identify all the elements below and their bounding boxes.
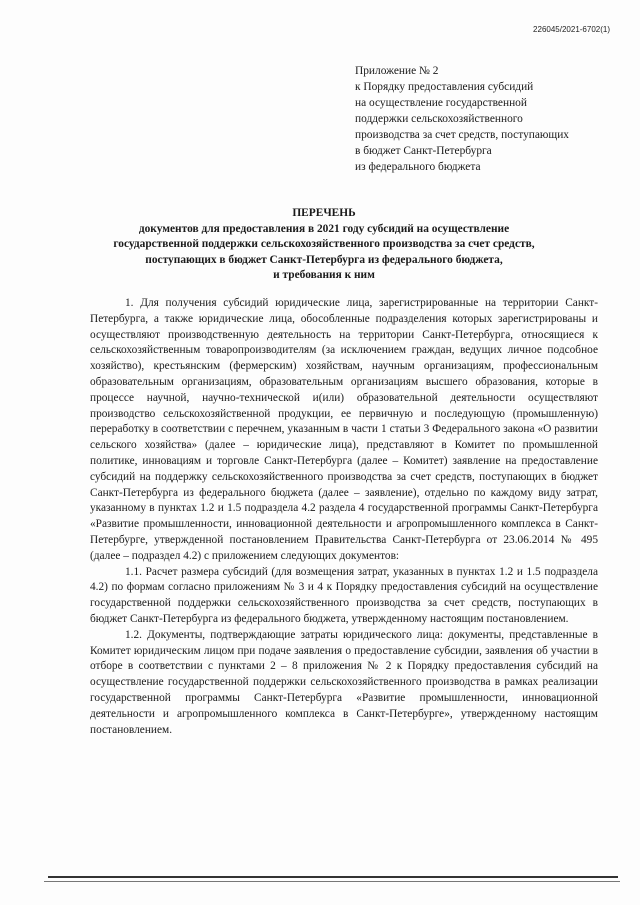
document-number: 226045/2021-6702(1) bbox=[533, 25, 610, 34]
paragraph-1-1: 1.1. Расчет размера субсидий (для возмещения затрат, указанных в пунктах 1.2 и 1.5 подраздела 4.2) по формам согласно приложениям № 3 и 4 к Порядку предоставления субсидий на осуществление государственной поддержки сельскохозяйственного производства за счет средств, поступающих в бюджет Санкт-Петербурга из федерального бюджета, утвержденному настоящим постановлением. bbox=[90, 565, 598, 625]
paragraph-1: 1. Для получения субсидий юридические лица, зарегистрированные на территории Санкт-Петербурга, а также юридические лица, обособленные подразделения которых зарегистрированы и осуществляют производственную деятельность на территории Санкт-Петербурга, относящиеся к сельскохозяйственным товаропроизводителям (за исключением граждан, ведущих личное подсобное хозяйство), крестьянским (фермерским) хозяйствам, научным организациям, профессиональным образовательным организациям, образовательным организациям высшего образования, которые в процессе научной, научно-технической и(или) образовательной деятельности осуществляют производство сельскохозяйственной продукции, ее первичную и последующую (промышленную) переработку в соответствии с перечнем, указанным в части 1 статьи 3 Федерального закона «О развитии сельского хозяйства» (далее – юридические лица), представляют в Комитет по промышленной политике, инновациям и торговле Санкт-Петербурга (далее – Комитет) заявление на предоставление субсидий на поддержку сельскохозяйственного производства за счет средств, поступающих в бюджет Санкт-Петербурга из федерального бюджета (далее – заявление), отдельно по каждому виду затрат, указанному в пунктах 1.2 и 1.5 подраздела 4.2 раздела 4 государственной программы Санкт-Петербурга «Развитие промышленности, инновационной деятельности и агропромышленного комплекса в Санкт-Петербурге, утвержденной постановлением Правительства Санкт-Петербурга от 23.06.2014 № 495 (далее – подраздел 4.2) с приложением следующих документов: bbox=[90, 297, 598, 562]
title-line: государственной поддержки сельскохозяйственного производства за счет средств, bbox=[113, 238, 535, 250]
title-heading: ПЕРЕЧЕНЬ bbox=[292, 207, 356, 219]
appendix-line: Приложение № 2 bbox=[355, 65, 439, 77]
appendix-line: производства за счет средств, поступающих bbox=[355, 129, 569, 141]
appendix-line: на осуществление государственной bbox=[355, 97, 527, 109]
document-title bbox=[84, 206, 564, 284]
document-body bbox=[90, 296, 598, 738]
title-line: и требования к ним bbox=[273, 269, 375, 281]
appendix-line: в бюджет Санкт-Петербурга bbox=[355, 145, 492, 157]
appendix-line: к Порядку предоставления субсидий bbox=[355, 81, 534, 93]
appendix-line: из федерального бюджета bbox=[355, 161, 481, 173]
bottom-scan-line-secondary bbox=[44, 881, 620, 882]
appendix-reference bbox=[355, 63, 615, 175]
title-line: поступающих в бюджет Санкт-Петербурга из федерального бюджета, bbox=[145, 253, 503, 266]
bottom-scan-line bbox=[48, 876, 618, 878]
paragraph-1-2: 1.2. Документы, подтверждающие затраты юридического лица: документы, представленные в Комитет юридическим лицом при подаче заявления о предоставление субсидии, заявления об участии в отборе в соответствии с пунктами 2 – 8 приложения № 2 к Порядку предоставления субсидий на осуществление государственной поддержки сельскохозяйственного производства в рамках реализации государственной программы Санкт-Петербурга «Развитие промышленности, инновационной деятельности и агропромышленного комплекса в Санкт-Петербурге», утвержденному настоящим постановлением. bbox=[90, 628, 598, 736]
title-line: документов для предоставления в 2021 году субсидий на осуществление bbox=[138, 222, 510, 235]
appendix-line: поддержки сельскохозяйственного bbox=[355, 113, 523, 125]
